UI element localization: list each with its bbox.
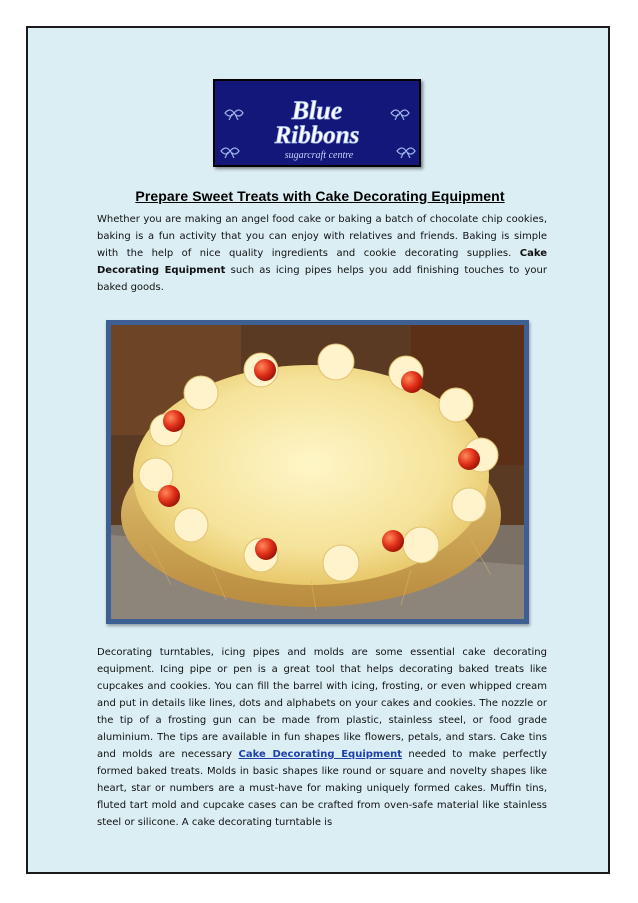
intro-tail-text: such as icing pipes helps you add finishing touches to your baked goods. [97,265,547,293]
document-page [26,26,610,874]
intro-text: Whether you are making an angel food cake or baking a batch of chocolate chip cookies, baking is a fun activity that you can enjoy with relatives and friends. Baking is simple with the help of nice quality ingredients and cookie decorating supplies. [97,214,547,259]
logo-line2: Ribbons [274,122,360,149]
cake-photo [106,320,529,624]
intro-bold-keyword: Cake Decorating Equipment [97,248,547,276]
article-title: Prepare Sweet Treats with Cake Decorating Equipment [135,188,505,204]
body-text: Decorating turntables, icing pipes and molds are some essential cake decorating equipment. Icing pipe or pen is a great tool that helps decorating baked treats like cupcakes and cookies. You can fill the barrel with icing, frosting, or even whipped cream and put in details like lines, dots and alphabets on your cakes and cookies. The nozzle or the tip of a frosting gun can be made from plastic, stainless steel, or food grade aluminium. The tips are available in fun shapes like flowers, petals, and stars. Cake tins and molds are necessary [97,647,547,760]
logo-tagline: sugarcraft centre [284,150,354,161]
intro-paragraph [97,211,547,296]
logo-line1: Blue [291,96,343,125]
body-paragraph [97,644,547,831]
cake-decorating-equipment-link[interactable]: Cake Decorating Equipment [238,749,403,760]
brand-logo [213,79,421,167]
body-tail-text: needed to make perfectly formed baked treats. Molds in basic shapes like round or square and novelty shapes like heart, star or numbers are a must-have for making uniquely formed cakes. Muffin tins, fluted tart mold and cupcake cases can be crafted from oven-safe material like stainless steel or silicone. A cake decorating turntable is [97,749,548,828]
